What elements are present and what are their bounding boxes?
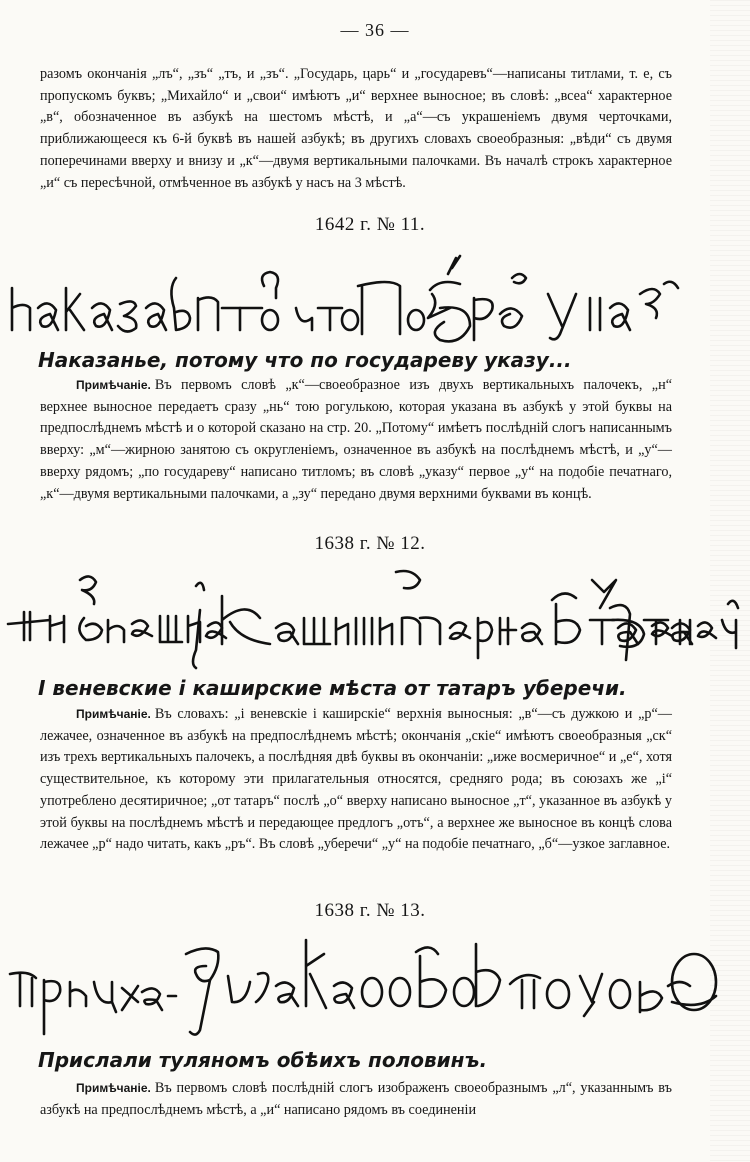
handwriting-sample-12 (0, 560, 750, 670)
note-12 (40, 704, 672, 856)
page-number: — 36 — (340, 20, 410, 40)
note-text-13: Въ первомъ словѣ послѣдній слогъ изображенъ своеобразнымъ „л“, указаннымъ въ азбукѣ на предпослѣднемъ мѣстѣ, а „и“ написано рядомъ въ соединеніи (40, 1080, 672, 1118)
note-text-11: Въ первомъ словѣ „к“—своеобразное изъ двухъ вертикальныхъ палочекъ, „н“ верхнее выносное передаетъ сразу „нь“ тою рогулькою, которая указана въ азбукѣ у этой буквы на предпослѣднемъ мѣстѣ и о которой сказано на стр. 20. „Потому“ имѣетъ послѣдній слогъ написаннымъ вверху: „м“—жирною занятою съ округленіемъ, означенное въ азбукѣ на послѣднемъ мѣстѣ, и „у“—вверху рядомъ; „по государеву“ написано титломъ; въ словѣ „указу“ первое „у“ на подобіе печатнаго, „к“—двумя вертикальными палочками, а „зу“ передано двумя верхними буквами въ концѣ. (40, 377, 672, 502)
note-label-13: Примѣчаніе. (76, 1081, 151, 1095)
handwriting-sample-11 (0, 238, 750, 343)
section-heading-11: 1642 г. № 11. (314, 214, 426, 235)
section-heading-12: 1638 г. № 12. (314, 533, 426, 554)
note-11 (40, 375, 672, 505)
note-13 (40, 1078, 672, 1121)
transliteration-13: Прислали туляномъ обѣихъ половинъ. (38, 1048, 488, 1072)
section-heading-13: 1638 г. № 13. (314, 900, 426, 921)
transliteration-11: Наказанье, потому что по государеву указу... (38, 348, 572, 372)
note-label-11: Примѣчаніе. (76, 378, 151, 392)
intro-paragraph: разомъ окончанія „лъ“, „зъ“ „тъ, и „зъ“. „Государь, царь“ и „государевъ“—написаны титлами, т. е, съ пропускомъ буквъ; „Михайло“ и „свои“ имѣютъ „и“ верхнее выносное; въ словѣ: „всеа“ характерное „в“, обозначенное въ азбукѣ на шестомъ мѣстѣ, и „а“—съ украшеніемъ двумя черточками, приближающееся къ 6-й буквѣ въ нашей азбукѣ; въ другихъ словахъ своеобразныя: „вѣди“ съ двумя поперечинами вверху и внизу и „к“—двумя вертикальными палочками. Въ началѣ строкъ характерное „и“ съ пересѣчной, отмѣченное въ азбукѣ у насъ на 3 мѣстѣ. (40, 66, 672, 191)
note-text-12: Въ словахъ: „і веневскіе і каширскіе“ верхнія выносныя: „в“—съ дужкою и „р“—лежачее, означенное въ азбукѣ на предпослѣднемъ мѣстѣ; окончанія „скіе“ имѣютъ своеобразныя „ск“ изъ трехъ вертикальныхъ палочекъ, а послѣдняя двѣ буквы въ окончаніи: „иже восмеричное“ и „е“, хотя существительное, къ которому эти прилагательныя относятся, средняго рода; въ союзахъ же „і“ употреблено десятиричное; „от татаръ“ послѣ „о“ вверху написано выносное „т“, указанное въ азбукѣ у этой буквы на послѣднемъ мѣстѣ и передающее предлогъ „отъ“, а верхнее же выносное въ концѣ слова лежачее „р“ надо читать, какъ „ръ“. Въ словѣ „уберечи“ „у“ на подобіе печатнаго, „б“—узкое заглавное. (40, 706, 672, 853)
transliteration-12: I веневские і каширские мѣста от татаръ уберечи. (38, 676, 627, 700)
note-label-12: Примѣчаніе. (76, 707, 151, 721)
handwriting-sample-13 (0, 926, 750, 1041)
